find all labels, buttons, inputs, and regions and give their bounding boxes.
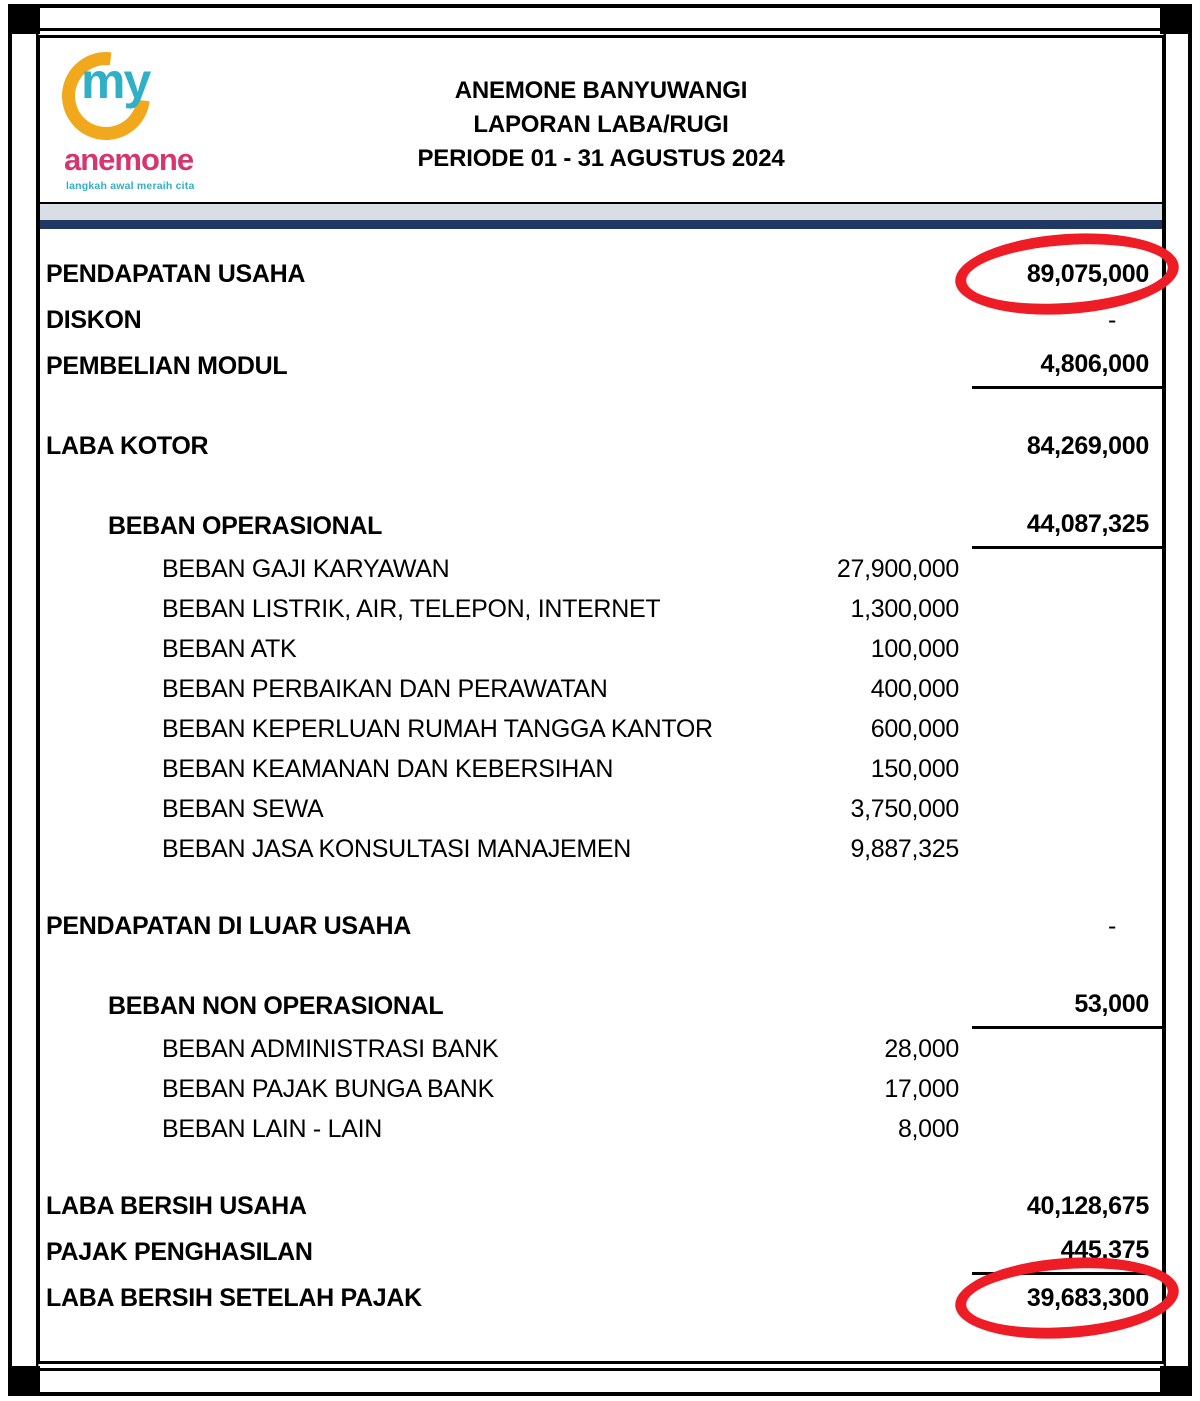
row-detail-amount: 8,000 — [897, 1114, 959, 1143]
row-total-amount: 84,269,000 — [1026, 431, 1149, 460]
row-total-amount: - — [1107, 911, 1116, 940]
row-detail-amount: 28,000 — [884, 1034, 959, 1063]
row-total-amount — [972, 549, 1162, 589]
logo-tagline: langkah awal meraih cita — [66, 180, 195, 192]
frame-corner-bottom-left — [8, 1366, 40, 1396]
company-logo — [62, 52, 272, 198]
row-label: BEBAN LAIN - LAIN — [162, 1114, 382, 1143]
report-row — [40, 903, 1162, 949]
row-label: LABA BERSIH SETELAH PAJAK — [46, 1283, 422, 1312]
row-label: DISKON — [46, 305, 142, 334]
frame-corner-top-left — [8, 4, 40, 34]
document-content — [40, 38, 1162, 1361]
row-label: BEBAN KEAMANAN DAN KEBERSIHAN — [162, 754, 614, 783]
row-total-amount — [972, 589, 1162, 629]
report-row — [40, 983, 1162, 1029]
row-label: BEBAN PERBAIKAN DAN PERAWATAN — [162, 674, 608, 703]
report-row — [40, 829, 1162, 869]
spacer-row — [40, 869, 1162, 903]
row-label: BEBAN JASA KONSULTASI MANAJEMEN — [162, 834, 632, 863]
row-detail-amount: 3,750,000 — [850, 794, 959, 823]
report-period: PERIODE 01 - 31 AGUSTUS 2024 — [417, 145, 785, 172]
row-detail-amount — [809, 343, 959, 389]
row-detail-amount: 1,300,000 — [850, 594, 959, 623]
company-name: ANEMONE BANYUWANGI — [454, 77, 748, 104]
row-label: BEBAN LISTRIK, AIR, TELEPON, INTERNET — [162, 594, 661, 623]
report-row — [40, 343, 1162, 389]
row-label: BEBAN SEWA — [162, 794, 324, 823]
row-detail-amount: 100,000 — [870, 634, 959, 663]
report-row — [40, 503, 1162, 549]
report-row — [40, 589, 1162, 629]
row-detail-amount: 9,887,325 — [850, 834, 959, 863]
report-row — [40, 1275, 1162, 1321]
row-total-amount — [972, 829, 1162, 869]
frame-corner-bottom-right — [1160, 1366, 1192, 1396]
row-label: BEBAN ATK — [162, 634, 297, 663]
row-total-amount — [972, 789, 1162, 829]
report-row — [40, 669, 1162, 709]
row-detail-amount — [809, 1275, 959, 1321]
row-detail-amount: 600,000 — [870, 714, 959, 743]
row-detail-amount — [809, 251, 959, 297]
row-total-amount — [972, 669, 1162, 709]
report-row — [40, 789, 1162, 829]
report-row — [40, 1109, 1162, 1149]
report-row — [40, 1229, 1162, 1275]
report-row — [40, 1069, 1162, 1109]
row-total-amount: 89,075,000 — [972, 251, 1162, 297]
row-total-amount: 53,000 — [972, 983, 1162, 1029]
row-total-amount: 445,375 — [972, 1229, 1162, 1275]
row-detail-amount: 27,900,000 — [836, 554, 959, 583]
row-total-amount: 40,128,675 — [1026, 1191, 1149, 1220]
logo-word-my: my — [81, 53, 150, 109]
report-header — [40, 38, 1162, 202]
frame-corner-top-right — [1160, 4, 1192, 34]
row-label: BEBAN ADMINISTRASI BANK — [162, 1034, 499, 1063]
row-total-amount: 4,806,000 — [972, 343, 1162, 389]
row-detail-amount: 17,000 — [884, 1074, 959, 1103]
row-total-amount — [972, 1069, 1162, 1109]
report-row — [40, 549, 1162, 589]
row-label: PENDAPATAN USAHA — [46, 259, 306, 288]
separator-gray-bar — [40, 204, 1162, 220]
row-detail-amount: 150,000 — [870, 754, 959, 783]
report-row — [40, 1183, 1162, 1229]
row-label: BEBAN GAJI KARYAWAN — [162, 554, 450, 583]
report-row — [40, 423, 1162, 469]
row-detail-amount — [809, 983, 959, 1029]
report-row — [40, 629, 1162, 669]
row-total-amount — [972, 1029, 1162, 1069]
report-title: LAPORAN LABA/RUGI — [473, 111, 729, 138]
row-label: BEBAN OPERASIONAL — [108, 511, 383, 540]
row-total-amount — [972, 629, 1162, 669]
row-total-amount: 44,087,325 — [972, 503, 1162, 549]
row-detail-amount — [809, 1229, 959, 1275]
row-label: BEBAN KEPERLUAN RUMAH TANGGA KANTOR — [162, 714, 713, 743]
row-label: BEBAN NON OPERASIONAL — [108, 991, 444, 1020]
report-row — [40, 749, 1162, 789]
row-label: PENDAPATAN DI LUAR USAHA — [46, 911, 412, 940]
row-label: PEMBELIAN MODUL — [46, 351, 288, 380]
report-rows — [40, 251, 1162, 1321]
row-detail-amount — [809, 423, 959, 469]
report-row — [40, 1029, 1162, 1069]
row-total-amount — [972, 749, 1162, 789]
row-detail-amount — [809, 1183, 959, 1229]
row-total-amount: - — [1107, 305, 1116, 334]
report-row — [40, 251, 1162, 297]
row-detail-amount — [809, 503, 959, 549]
row-total-amount: 39,683,300 — [972, 1275, 1162, 1321]
spacer-row — [40, 949, 1162, 983]
row-detail-amount — [809, 297, 959, 343]
row-detail-amount — [809, 903, 959, 949]
row-label: PAJAK PENGHASILAN — [46, 1237, 313, 1266]
report-row — [40, 297, 1162, 343]
row-total-amount — [972, 1109, 1162, 1149]
row-label: LABA KOTOR — [46, 431, 209, 460]
row-label: BEBAN PAJAK BUNGA BANK — [162, 1074, 494, 1103]
logo-word-anemone: anemone — [64, 142, 194, 177]
spacer-row — [40, 1149, 1162, 1183]
separator-navy-bar — [40, 220, 1162, 229]
row-label: LABA BERSIH USAHA — [46, 1191, 307, 1220]
row-total-amount — [972, 709, 1162, 749]
report-row — [40, 709, 1162, 749]
spacer-row — [40, 389, 1162, 423]
row-detail-amount: 400,000 — [870, 674, 959, 703]
spacer-row — [40, 469, 1162, 503]
